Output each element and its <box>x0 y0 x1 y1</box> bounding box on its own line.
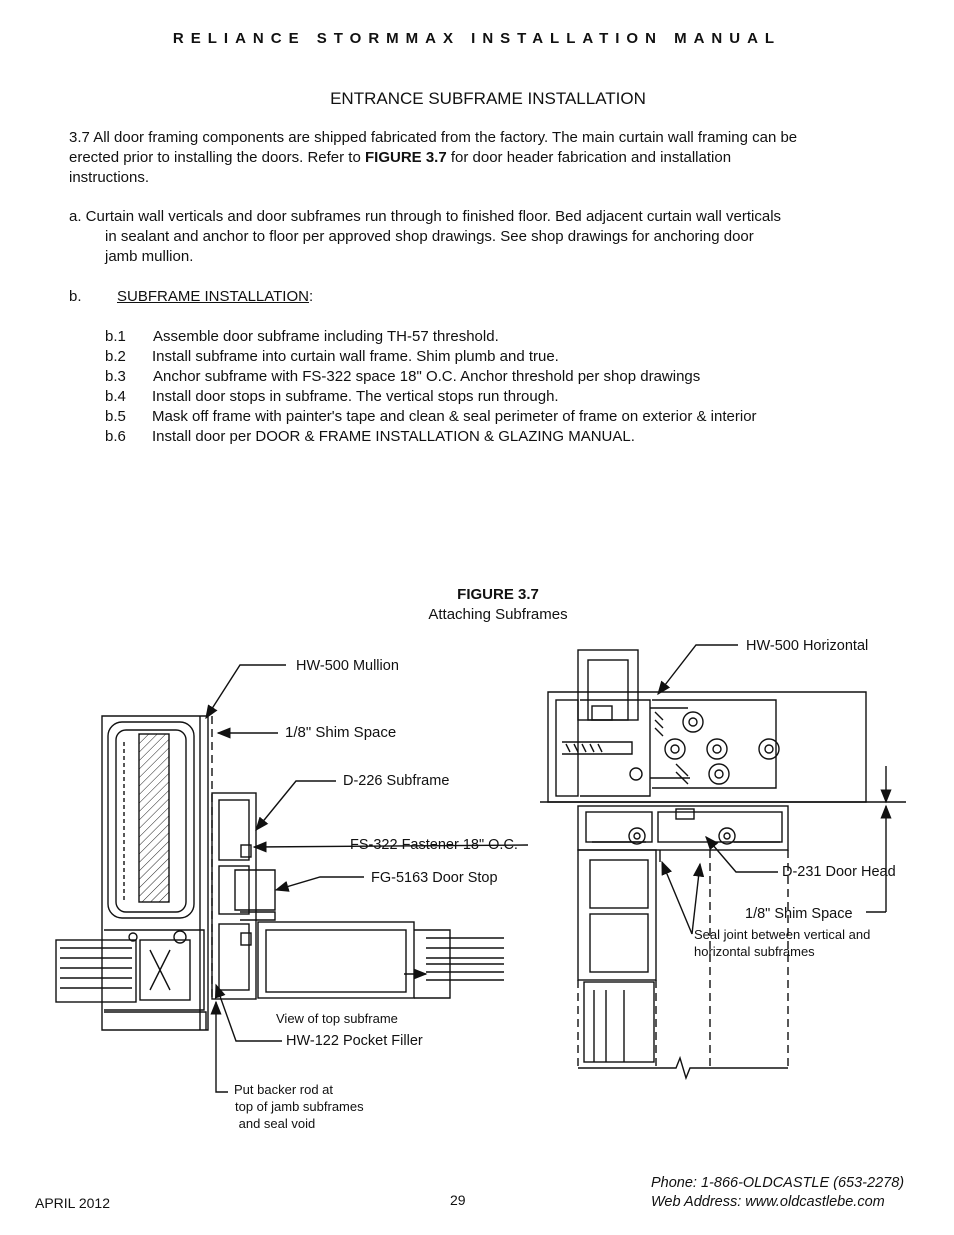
step-text: Install subframe into curtain wall frame. Shim plumb and true. <box>152 348 559 365</box>
pocket-filler <box>56 940 136 1002</box>
step-text: Anchor subframe with FS-322 space 18" O.C. Anchor threshold per shop drawings <box>153 368 701 385</box>
item-b-title-text: SUBFRAME INSTALLATION <box>117 288 309 305</box>
label-shim-space-left: 1/8" Shim Space <box>285 724 397 741</box>
page-number: 29 <box>450 1192 466 1208</box>
label-fs322-fastener: FS-322 Fastener 18" O.C. <box>350 837 518 853</box>
manual-title: RELIANCE STORMMAX INSTALLATION MANUAL <box>172 30 782 47</box>
d226-subframe <box>212 793 256 999</box>
intro-line-1: 3.7 All door framing components are shipped fabricated from the factory. The main curtain wall framing can be <box>69 129 798 146</box>
label-backer-rod-3: and seal void <box>235 1116 316 1131</box>
intro-line-2-text: erected prior to installing the doors. Refer to <box>69 149 365 166</box>
step-number: b.3 <box>105 368 126 385</box>
label-hw500-mullion: HW-500 Mullion <box>296 658 399 674</box>
mullion-section <box>102 716 208 1030</box>
label-top-subframe-view: View of top subframe <box>276 1011 398 1026</box>
item-b-label: b. <box>69 288 82 305</box>
step-number: b.2 <box>105 348 126 365</box>
label-d226-subframe: D-226 Subframe <box>343 773 450 789</box>
step-text: Install door stops in subframe. The vertical stops run through. <box>152 388 559 405</box>
section-title: ENTRANCE SUBFRAME INSTALLATION <box>330 89 646 108</box>
step-text: Mask off frame with painter's tape and clean & seal perimeter of frame on exterior & interior <box>152 408 757 425</box>
step-number: b.1 <box>105 328 126 345</box>
label-hw500-horizontal: HW-500 Horizontal <box>746 638 869 654</box>
footer-date: APRIL 2012 <box>35 1195 110 1211</box>
item-a-line-3: jamb mullion. <box>105 248 194 265</box>
step-number: b.4 <box>105 388 126 405</box>
top-subframe-view <box>258 922 504 998</box>
label-backer-rod-2: top of jamb subframes <box>235 1099 364 1114</box>
figure-reference: FIGURE 3.7 <box>365 149 447 166</box>
intro-line-3: instructions. <box>69 169 150 186</box>
label-seal-joint-1: Seal joint between vertical and <box>694 927 871 942</box>
item-a-line-1: a. Curtain wall verticals and door subframes run through to finished floor. Bed adjacent curtain wall verticals <box>69 208 782 225</box>
label-backer-rod-1: Put backer rod at <box>234 1082 333 1097</box>
item-a-line-2: in sealant and anchor to floor per approved shop drawings. See shop drawings for anchoring door <box>105 228 754 245</box>
figure-number: FIGURE 3.7 <box>457 586 539 603</box>
label-seal-joint-2: horizontal subframes <box>694 944 815 959</box>
item-b-colon: : <box>308 288 314 305</box>
figure-caption: Attaching Subframes <box>428 606 568 623</box>
label-hw122-pocket-filler: HW-122 Pocket Filler <box>286 1033 423 1049</box>
step-text: Install door per DOOR & FRAME INSTALLATION & GLAZING MANUAL. <box>152 428 635 445</box>
label-shim-space-right: 1/8" Shim Space <box>745 906 853 922</box>
label-fg5163-door-stop: FG-5163 Door Stop <box>371 870 498 886</box>
step-number: b.5 <box>105 408 126 425</box>
step-number: b.6 <box>105 428 126 445</box>
step-text: Assemble door subframe including TH-57 threshold. <box>153 328 499 345</box>
footer-web-address: Web Address: www.oldcastlebe.com <box>651 1194 885 1210</box>
label-d231-door-head: D-231 Door Head <box>782 864 896 880</box>
intro-line-2-rest: for door header fabrication and installation <box>446 149 732 166</box>
footer-phone: Phone: 1-866-OLDCASTLE (653-2278) <box>651 1175 905 1191</box>
